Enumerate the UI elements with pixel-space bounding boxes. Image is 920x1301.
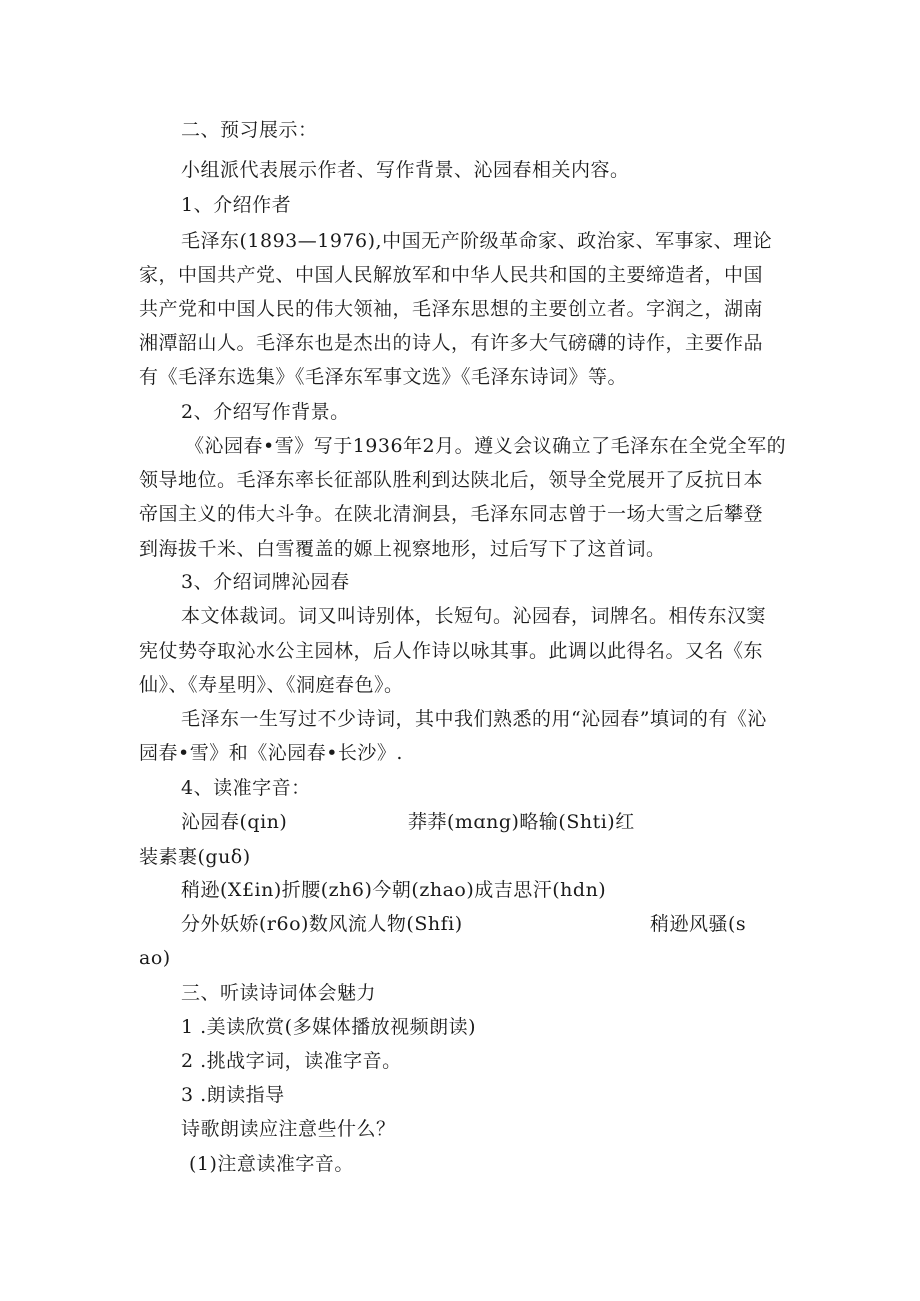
subheading-cipai: 3、介绍词牌沁园春	[181, 571, 350, 593]
paragraph-line: 湘潭韶山人。毛泽东也是杰出的诗人，有许多大气磅礴的诗作，主要作品	[139, 332, 764, 354]
pinyin-item: 分外妖娇(r6o)数风流人物(Shfi)	[181, 913, 463, 935]
paragraph-line: 家，中国共产党、中国人民解放军和中华人民共和国的主要缔造者，中国	[139, 264, 764, 286]
paragraph-line: 到海拔千米、白雪覆盖的嫄上视察地形，过后写下了这首词。	[139, 538, 666, 560]
paragraph-line: 共产党和中国人民的伟大领袖，毛泽东思想的主要创立者。字润之，湖南	[139, 298, 764, 320]
paragraph-line: 帝国主义的伟大斗争。在陕北清涧县，毛泽东同志曾于一场大雪之后攀登	[139, 503, 764, 525]
paragraph-line: 毛泽东(1893—1976),中国无产阶级革命家、政治家、军事家、理论	[181, 230, 773, 252]
pinyin-item: 装素裹(guδ)	[139, 846, 251, 868]
section-heading-preview: 二、预习展示：	[181, 119, 318, 141]
paragraph-line: 宪仗势夺取沁水公主园林，后人作诗以咏其事。此调以此得名。又名《东	[139, 640, 764, 662]
paragraph-line: (1)注意读准字音。	[189, 1153, 354, 1175]
paragraph-line: 领导地位。毛泽东率长征部队胜利到达陕北后，领导全党展开了反抗日本	[139, 469, 764, 491]
pinyin-item: 稍逊(X£in)折腰(zh6)今朝(zhao)成吉思汗(hdn)	[181, 879, 607, 901]
paragraph-line: 园春•雪》和《沁园春•长沙》.	[139, 742, 403, 764]
pinyin-item: 稍逊风骚(s	[650, 913, 747, 935]
paragraph-line: 毛泽东一生写过不少诗词，其中我们熟悉的用“沁园春”填词的有《沁	[181, 708, 767, 730]
pinyin-item: ao)	[139, 947, 171, 969]
subheading-author: 1、介绍作者	[181, 194, 292, 216]
paragraph-line: 本文体裁词。词又叫诗别体，长短句。沁园春，词牌名。相传东汉窦	[181, 605, 767, 627]
paragraph-line: 仙》、《寿星明》、《洞庭春色》。	[139, 674, 404, 696]
paragraph-line: 《沁园春•雪》写于1936年2月。遵义会议确立了毛泽东在全党全军的	[185, 435, 787, 457]
section-heading-listening: 三、听读诗词体会魅力	[181, 982, 377, 1004]
subheading-background: 2、介绍写作背景。	[181, 401, 350, 423]
subheading-pronunciation: 4、读准字音：	[181, 777, 311, 799]
pinyin-item: 莽莽(mɑng)略输(Shti)红	[408, 811, 635, 833]
paragraph-line: 诗歌朗读应注意些什么？	[181, 1118, 396, 1140]
list-item: 2 .挑战字词，读准字音。	[181, 1050, 402, 1072]
pinyin-item: 沁园春(qin)	[181, 811, 288, 833]
paragraph-line: 有《毛泽东选集》《毛泽东军事文选》《毛泽东诗词》等。	[139, 366, 628, 388]
paragraph-line: 小组派代表展示作者、写作背景、沁园春相关内容。	[181, 159, 630, 181]
list-item: 3 .朗读指导	[181, 1084, 285, 1106]
list-item: 1 .美读欣赏(多媒体播放视频朗读)	[181, 1016, 476, 1038]
